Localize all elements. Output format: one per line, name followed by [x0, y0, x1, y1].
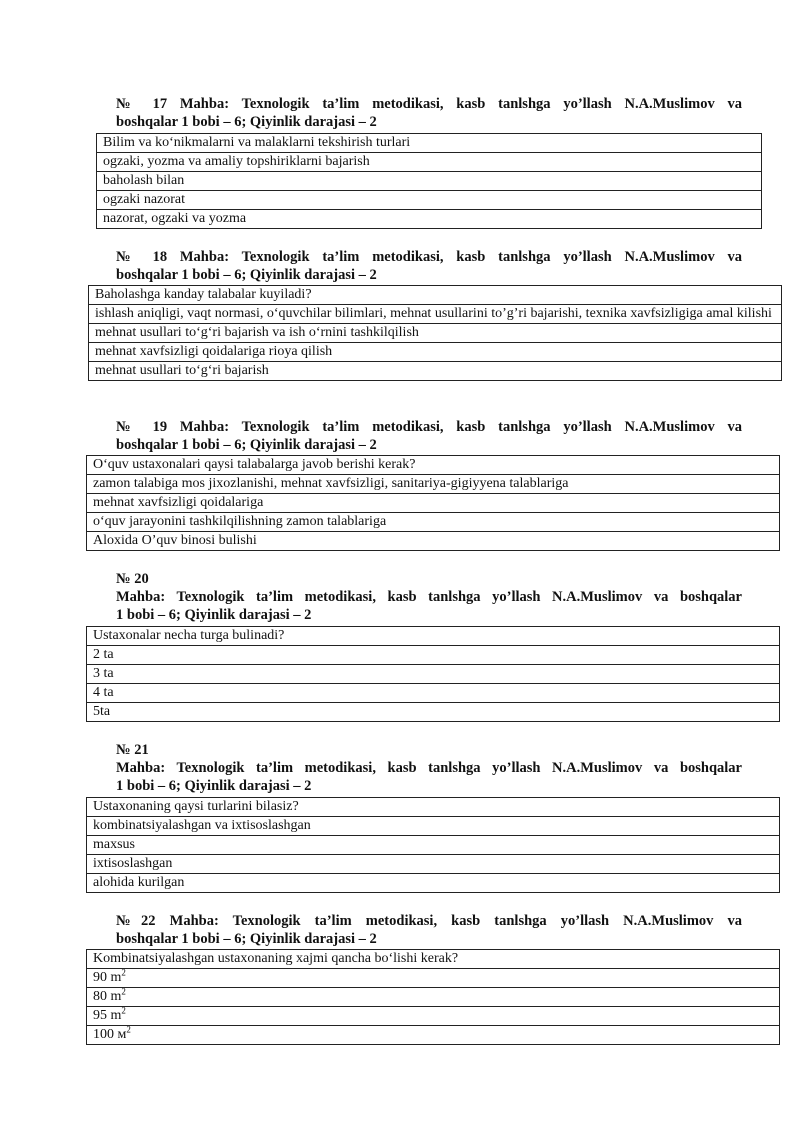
answer-text: ogzaki, yozma va amaliy topshiriklarni bajarish	[97, 153, 762, 172]
answer-row	[97, 172, 762, 191]
question-19-table	[86, 455, 780, 551]
answer-text: 3 ta	[87, 665, 780, 684]
answer-value: 90 m	[93, 970, 122, 985]
question-19-heading	[116, 418, 742, 454]
answer-text: ogzaki nazorat	[97, 191, 762, 210]
superscript: 2	[121, 967, 126, 978]
answer-row	[87, 1026, 780, 1045]
question-22-heading	[116, 912, 742, 948]
question-row	[87, 456, 780, 475]
superscript: 2	[126, 1024, 131, 1035]
answer-row	[89, 343, 782, 362]
answer-row	[97, 191, 762, 210]
answer-text: mehnat xavfsizligi qoidalariga	[87, 494, 780, 513]
question-row	[87, 627, 780, 646]
question-20-table	[86, 626, 780, 722]
heading-number: № 21	[116, 742, 149, 758]
answer-text: 5ta	[87, 703, 780, 722]
heading-line: Mahba: Texnologik ta’lim metodikasi, kasb tanlshga yo’llash N.A.Muslimov va boshqalar	[116, 589, 742, 605]
heading-line: №22 Mahba: Texnologik ta’lim metodikasi, kasb tanlshga yo’llash N.A.Muslimov va	[116, 913, 742, 929]
answer-value: 95 m	[93, 1008, 122, 1023]
answer-row	[87, 494, 780, 513]
superscript: 2	[121, 1005, 126, 1016]
answer-row	[97, 153, 762, 172]
answer-row	[87, 532, 780, 551]
heading-line: boshqalar 1 bobi – 6; Qiyinlik darajasi – 2	[116, 437, 377, 453]
answer-text	[87, 969, 780, 988]
superscript: 2	[121, 986, 126, 997]
answer-row	[87, 988, 780, 1007]
question-row	[89, 286, 782, 305]
question-row	[87, 950, 780, 969]
heading-number: № 20	[116, 571, 149, 587]
question-21-heading	[116, 741, 742, 795]
answer-text: mehnat xavfsizligi qoidalariga rioya qilish	[89, 343, 782, 362]
answer-value: 100 м	[93, 1027, 127, 1042]
answer-text: mehnat usullari to‘g‘ri bajarish va ish o‘rnini tashkilqilish	[89, 324, 782, 343]
answer-text: baholash bilan	[97, 172, 762, 191]
answer-row	[87, 475, 780, 494]
answer-row	[87, 703, 780, 722]
question-text: Ustaxonaning qaysi turlarini bilasiz?	[87, 798, 780, 817]
answer-row	[97, 210, 762, 229]
answer-text: kombinatsiyalashgan va ixtisoslashgan	[87, 817, 780, 836]
answer-row	[87, 855, 780, 874]
heading-line: 1 bobi – 6; Qiyinlik darajasi – 2	[116, 607, 312, 623]
answer-text: maxsus	[87, 836, 780, 855]
heading-line: boshqalar 1 bobi – 6; Qiyinlik darajasi – 2	[116, 931, 377, 947]
answer-text	[87, 1026, 780, 1045]
answer-row	[87, 646, 780, 665]
answer-text: ixtisoslashgan	[87, 855, 780, 874]
question-row	[87, 798, 780, 817]
question-20-heading	[116, 570, 742, 624]
answer-row	[89, 305, 782, 324]
heading-line: boshqalar 1 bobi – 6; Qiyinlik darajasi – 2	[116, 114, 377, 130]
answer-text: nazorat, ogzaki va yozma	[97, 210, 762, 229]
answer-row	[87, 836, 780, 855]
answer-row	[89, 362, 782, 381]
question-18-table	[88, 285, 782, 381]
heading-line: 1 bobi – 6; Qiyinlik darajasi – 2	[116, 778, 312, 794]
question-21-table	[86, 797, 780, 893]
question-text: Kombinatsiyalashgan ustaxonaning xajmi qancha bo‘lishi kerak?	[87, 950, 780, 969]
answer-text: mehnat usullari to‘g‘ri bajarish	[89, 362, 782, 381]
answer-row	[87, 874, 780, 893]
answer-text: 4 ta	[87, 684, 780, 703]
answer-text: Aloxida O’quv binosi bulishi	[87, 532, 780, 551]
question-row	[97, 134, 762, 153]
answer-row	[87, 665, 780, 684]
heading-line: № 19 Mahba: Texnologik ta’lim metodikasi, kasb tanlshga yo’llash N.A.Muslimov va	[116, 419, 742, 435]
answer-text	[87, 988, 780, 1007]
heading-line: № 18 Mahba: Texnologik ta’lim metodikasi, kasb tanlshga yo’llash N.A.Muslimov va	[116, 249, 742, 265]
heading-line: № 17 Mahba: Texnologik ta’lim metodikasi, kasb tanlshga yo’llash N.A.Muslimov va	[116, 96, 742, 112]
question-17-table	[96, 133, 762, 229]
question-22-table	[86, 949, 780, 1045]
answer-row	[89, 324, 782, 343]
answer-row	[87, 969, 780, 988]
answer-value: 80 m	[93, 989, 122, 1004]
answer-text: ishlash aniqligi, vaqt normasi, o‘quvchilar bilimlari, mehnat usullarini to’g’ri bajarishi, texnika xavfsizligiga amal kilishi	[89, 305, 782, 324]
answer-text	[87, 1007, 780, 1026]
answer-row	[87, 1007, 780, 1026]
question-text: Bilim va ko‘nikmalarni va malaklarni tekshirish turlari	[97, 134, 762, 153]
question-17-heading	[116, 95, 742, 131]
answer-row	[87, 817, 780, 836]
answer-row	[87, 513, 780, 532]
answer-text: 2 ta	[87, 646, 780, 665]
question-text: Baholashga kanday talabalar kuyiladi?	[89, 286, 782, 305]
question-18-heading	[116, 248, 742, 284]
heading-line: boshqalar 1 bobi – 6; Qiyinlik darajasi – 2	[116, 267, 377, 283]
question-text: Ustaxonalar necha turga bulinadi?	[87, 627, 780, 646]
answer-text: zamon talabiga mos jixozlanishi, mehnat xavfsizligi, sanitariya-gigiyyena talablariga	[87, 475, 780, 494]
answer-text: o‘quv jarayonini tashkilqilishning zamon talablariga	[87, 513, 780, 532]
heading-line: Mahba: Texnologik ta’lim metodikasi, kasb tanlshga yo’llash N.A.Muslimov va boshqalar	[116, 760, 742, 776]
answer-row	[87, 684, 780, 703]
answer-text: alohida kurilgan	[87, 874, 780, 893]
question-text: O‘quv ustaxonalari qaysi talabalarga javob berishi kerak?	[87, 456, 780, 475]
